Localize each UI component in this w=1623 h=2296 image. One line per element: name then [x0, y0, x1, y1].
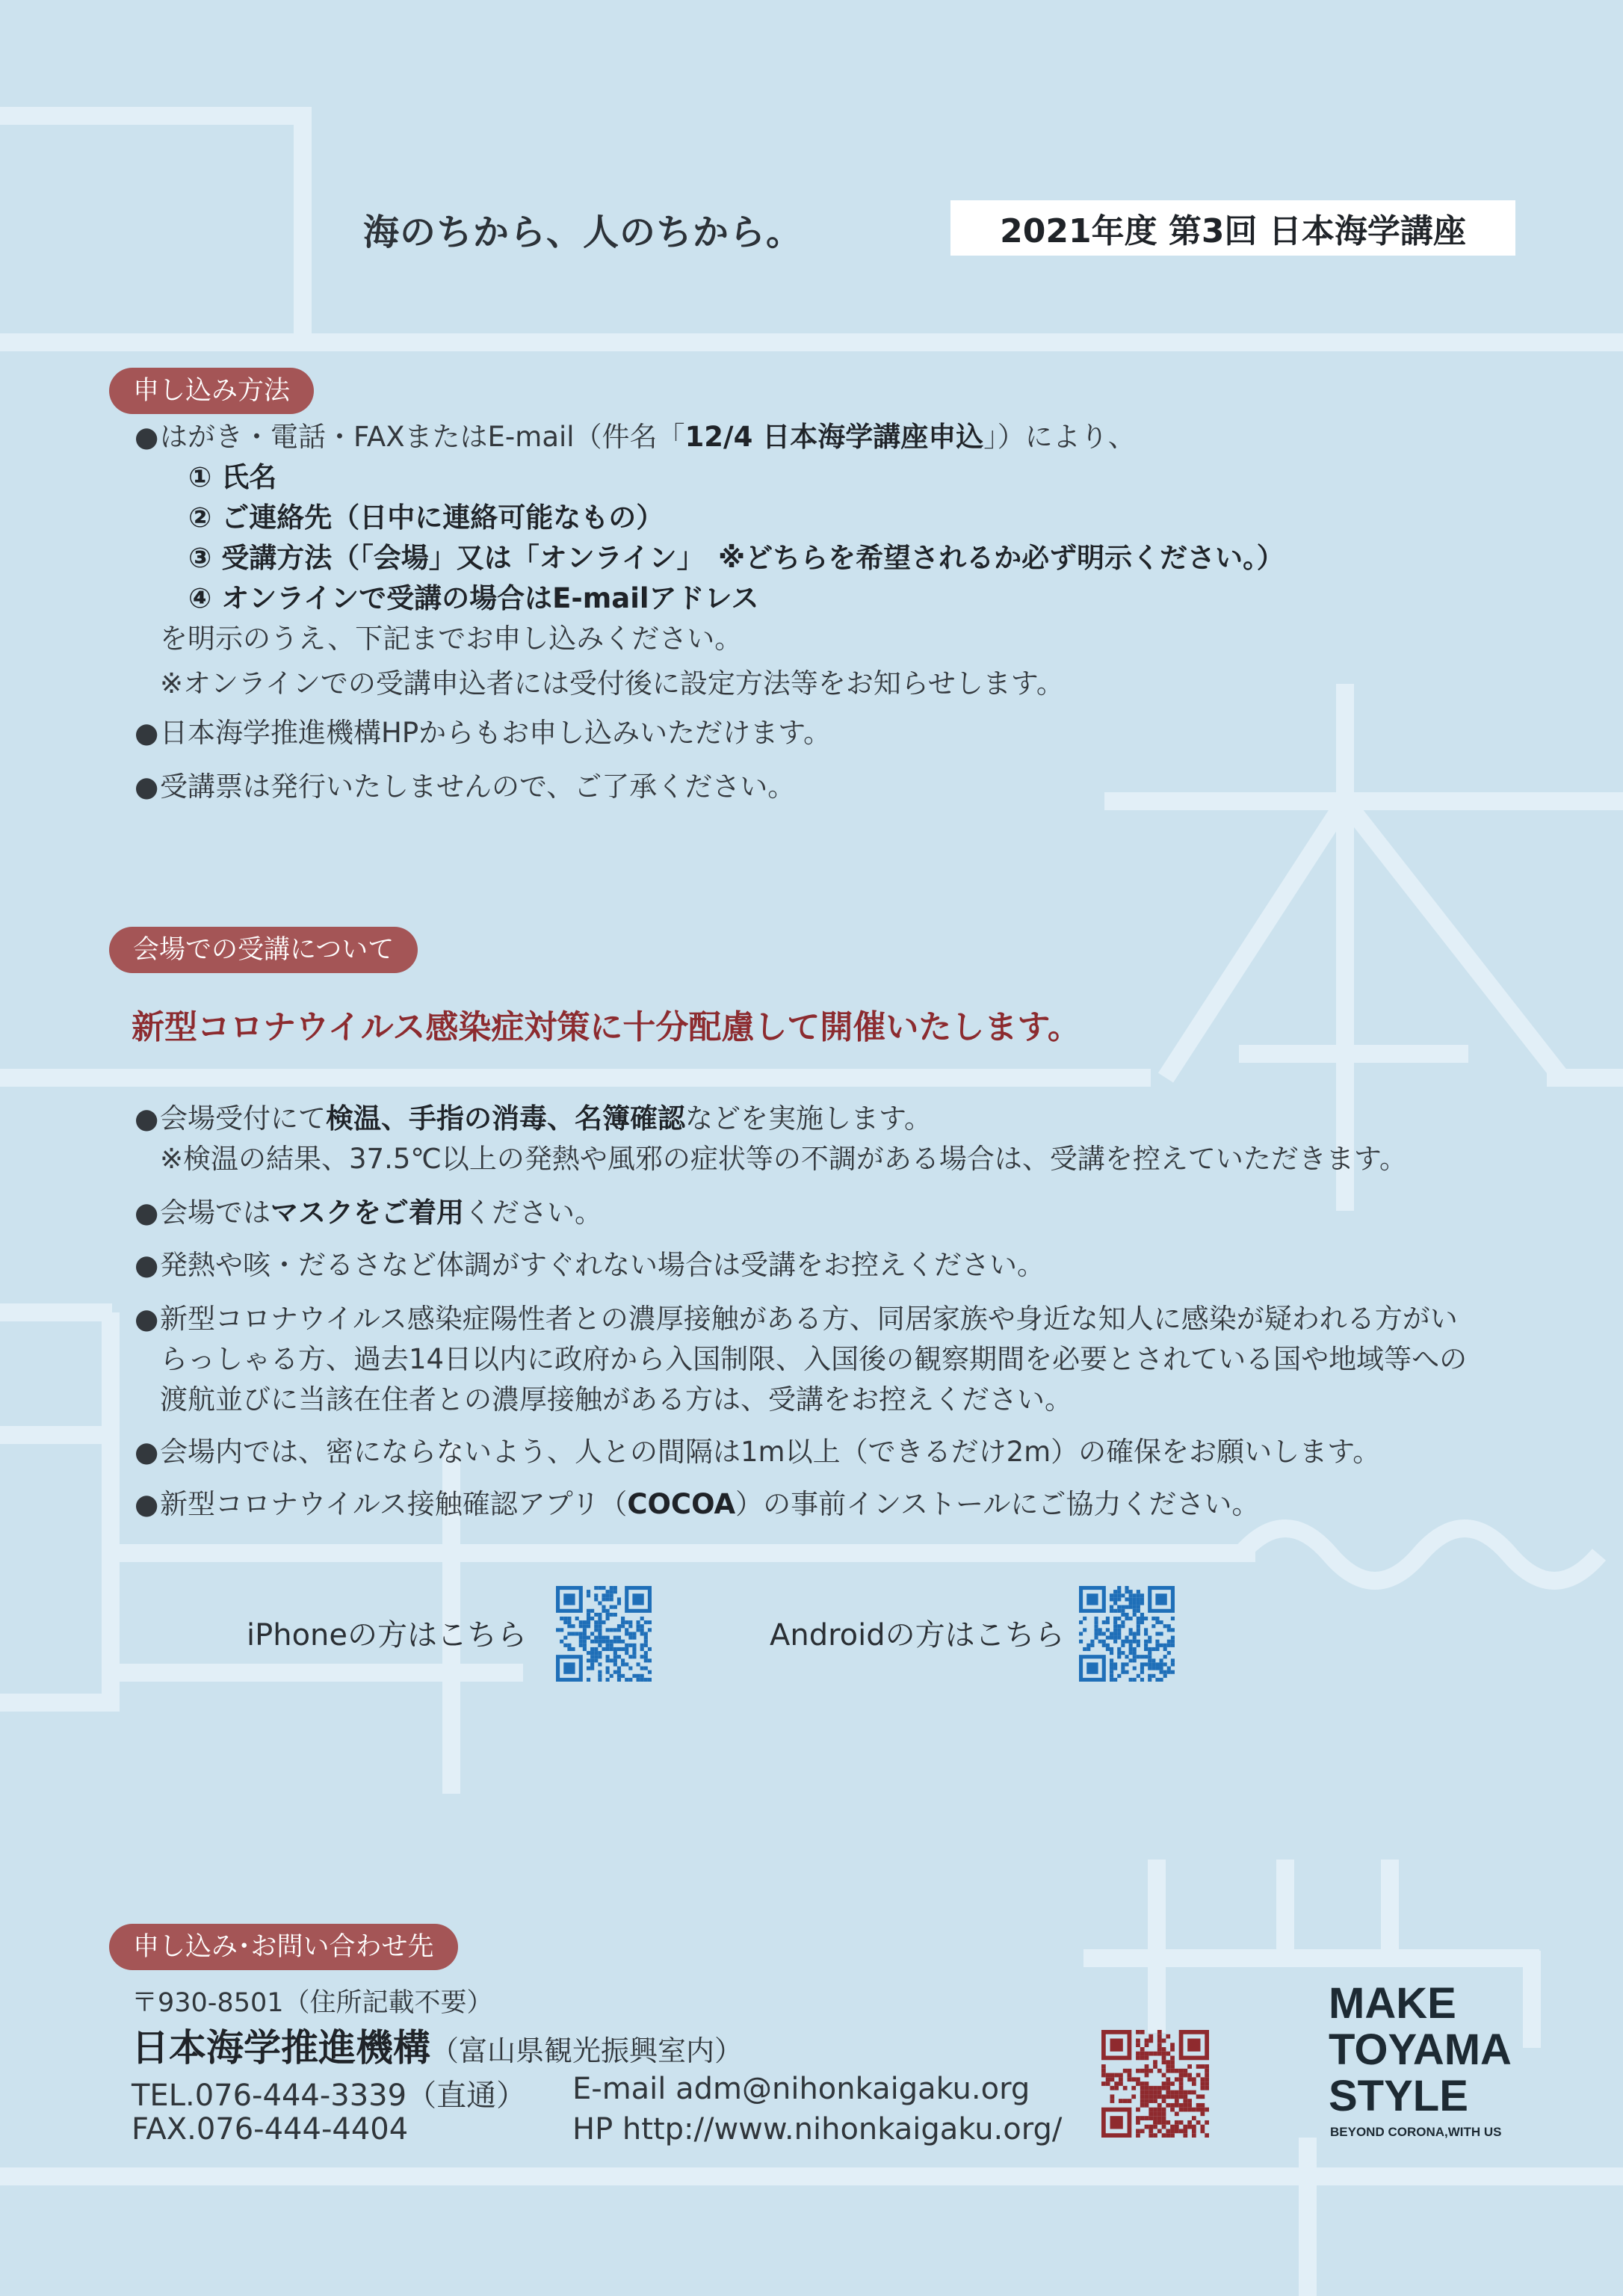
fax-number: FAX.076-444-4404: [132, 2112, 409, 2147]
bullet-icon: ●: [135, 421, 159, 453]
venue-bullet-3: [135, 1245, 1045, 1286]
section-label-venue: 会場での受講について: [109, 927, 418, 973]
apply-after-text: を明示のうえ、下記までお申し込みください。: [160, 623, 743, 655]
venue-bullet-1: [135, 1099, 1407, 1179]
required-item: ① 氏名: [188, 461, 277, 493]
mask-instruction: マスクをご着用: [270, 1197, 464, 1229]
apply-online-note: ※オンラインでの受講申込者には受付後に設定方法等をお知らせします。: [160, 667, 1064, 700]
venue-bullet-5: [135, 1432, 1380, 1472]
tel-number: TEL.076-444-3339（直通）: [132, 2079, 527, 2113]
brand-sub-slogan: BEYOND CORONA,WITH US: [1330, 2125, 1502, 2139]
bullet-icon: ●: [135, 1197, 159, 1229]
bullet-icon: ●: [135, 717, 159, 749]
apply-bullet-2: [135, 713, 831, 753]
bullet-icon: ●: [135, 771, 159, 803]
iphone-qr-code[interactable]: [556, 1586, 652, 1682]
slogan-line: STYLE: [1329, 2072, 1468, 2120]
tagline: 海のちから、人のちから。: [363, 212, 803, 253]
cocoa-app-name: COCOA: [627, 1488, 736, 1520]
apply-hp-text: 日本海学推進機構HPからもお申し込みいただけます。: [160, 717, 832, 749]
lecture-title: 2021年度 第3回 日本海学講座: [950, 200, 1515, 256]
bullet-icon: ●: [135, 1488, 159, 1520]
venue-text: 新型コロナウイルス接触確認アプリ（: [160, 1488, 628, 1520]
iphone-label: iPhoneの方はこちら: [247, 1618, 528, 1652]
apply-bullet-3: [135, 767, 795, 807]
required-item: ④ オンラインで受講の場合はE-mailアドレス: [188, 582, 759, 614]
apply-bullet-1: [135, 417, 1554, 704]
venue-bullet-6: [135, 1484, 1259, 1525]
venue-checks: 検温、手指の消毒、名簿確認: [326, 1102, 685, 1135]
venue-text: 発熱や咳・だるさなど体調がすぐれない場合は受講をお控えください。: [160, 1249, 1045, 1281]
apply-subject-line: 12/4 日本海学講座申込: [684, 421, 984, 453]
apply-ticket-text: 受講票は発行いたしませんので、ご了承ください。: [160, 771, 796, 803]
venue-text: ください。: [464, 1197, 602, 1229]
bullet-icon: ●: [135, 1102, 159, 1135]
slogan-line: MAKE: [1329, 1979, 1456, 2028]
bullet-icon: ●: [135, 1303, 159, 1335]
homepage-url[interactable]: HP http://www.nihonkaigaku.org/: [572, 2112, 1063, 2147]
venue-text-line: らっしゃる方、過去14日以内に政府から入国制限、入国後の観察期間を必要とされている国や地域等への: [160, 1343, 1468, 1375]
postal-code: 〒930-8501（住所記載不要）: [132, 1988, 493, 2018]
venue-text: 会場受付にて: [160, 1102, 326, 1135]
email-address[interactable]: E-mail adm@nihonkaigaku.org: [572, 2072, 1030, 2106]
venue-text: 会場では: [160, 1197, 270, 1229]
venue-text: ）の事前インストールにご協力ください。: [735, 1488, 1260, 1520]
venue-text-line: 渡航並びに当該在住者との濃厚接触がある方は、受講をお控えください。: [160, 1383, 1072, 1416]
venue-text: などを実施します。: [685, 1102, 933, 1135]
section-label-contact: 申し込み･お問い合わせ先: [109, 1924, 458, 1970]
org-name: 日本海学推進機構: [132, 2026, 430, 2070]
android-qr-code[interactable]: [1079, 1586, 1175, 1682]
homepage-qr-code[interactable]: [1101, 2030, 1209, 2138]
venue-text: 会場内では、密にならないよう、人との間隔は1m以上（できるだけ2m）の確保をお願いします。: [160, 1436, 1381, 1468]
required-item: ② ご連絡先（日中に連絡可能なもの）: [188, 502, 664, 534]
venue-text-line: 新型コロナウイルス感染症陽性者との濃厚接触がある方、同居家族や身近な知人に感染が疑われる方がい: [160, 1303, 1458, 1335]
section-label-apply: 申し込み方法: [109, 368, 314, 414]
required-item: ③ 受講方法（「会場」又は「オンライン」 ※どちらを希望されるか必ず明示ください。）: [188, 542, 1285, 574]
apply-intro-text: はがき・電話・FAXまたはE-mail（件名「: [160, 421, 685, 453]
brand-slogan: [1329, 1981, 1512, 2120]
bullet-icon: ●: [135, 1436, 159, 1468]
temperature-note: ※検温の結果、37.5℃以上の発熱や風邪の症状等の不調がある場合は、受講を控えていただきます。: [160, 1143, 1407, 1175]
bullet-icon: ●: [135, 1249, 159, 1281]
venue-bullet-2: [135, 1193, 602, 1233]
venue-bullet-4: [135, 1299, 1467, 1420]
org-note: （富山県観光振興室内）: [430, 2034, 744, 2067]
covid-headline: 新型コロナウイルス感染症対策に十分配慮して開催いたします。: [132, 1008, 1081, 1046]
apply-intro-text-end: 」）により、: [983, 421, 1136, 453]
slogan-line: TOYAMA: [1329, 2025, 1512, 2074]
android-label: Androidの方はこちら: [770, 1618, 1065, 1652]
